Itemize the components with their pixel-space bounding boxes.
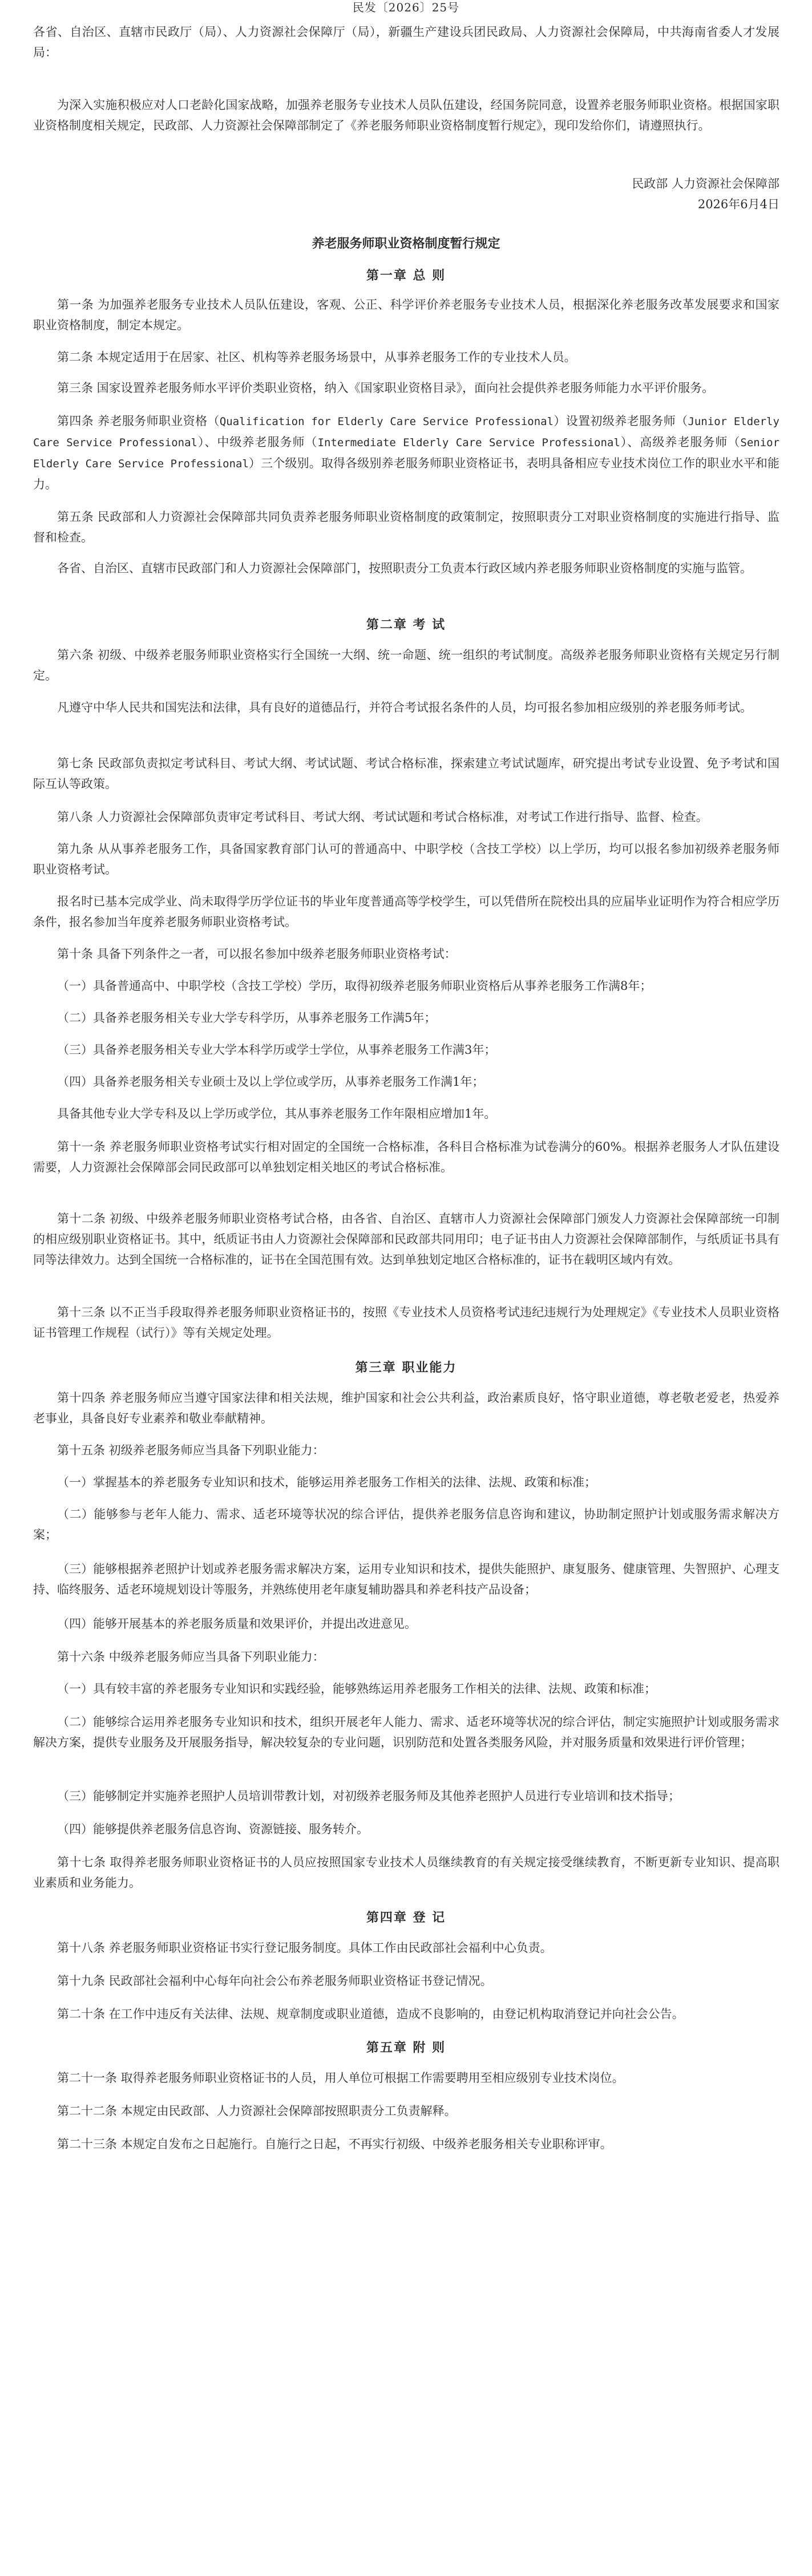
article-4-text-a: 第四条 养老服务师职业资格（ (57, 414, 220, 428)
article-15: 第十五条 初级养老服务师应当具备下列职业能力： (57, 1443, 325, 1457)
article-4-text-e: ）三个级别。取得各级别养老服务师职业资格证书，表明具备相应专业技术岗位工作的职业水平和能力。 (33, 456, 779, 491)
article-13: 第十三条 以不正当手段取得养老服务师职业资格证书的，按照《专业技术人员资格考试违纪违规行为处理规定》《专业技术人员职业资格证书管理工作规程（试行）》等有关规定处理。 (33, 1305, 779, 1340)
article-16-item-2: （二）能够综合运用养老服务专业知识和技术，组织开展老年人能力、需求、适老环境等状况的综合评估，制定实施照护计划或服务需求解决方案，提供专业服务及开展服务指导，解决较复杂的专业问题，识别防范和处置各类服务风险，并对服务质量和效果进行评价管理； (33, 1715, 779, 1749)
signature-org: 民政部 人力资源社会保障部 (632, 177, 779, 191)
article-15-item-4: （四）能够开展基本的养老服务质量和效果评价，并提出改进意见。 (57, 1617, 417, 1631)
article-2: 第二条 本规定适用于在居家、社区、机构等养老服务场景中，从事养老服务工作的专业技术人员。 (57, 350, 576, 364)
article-4 (33, 411, 779, 495)
article-9-paragraph-2: 报名时已基本完成学业、尚未取得学历学位证书的毕业年度普通高等学校学生，可以凭借所在院校出具的应届毕业证明作为符合相应学历条件，报名参加当年度养老服务师职业资格考试。 (33, 895, 779, 929)
article-7: 第七条 民政部负责拟定考试科目、考试大纲、考试试题、考试合格标准，探索建立考试试题库，研究提出考试专业设置、免予考试和国际互认等政策。 (33, 757, 779, 791)
article-4-text-d: ）、高级养老服务师（ (620, 435, 741, 449)
article-4-english-junior: Junior Elderly Care Service Professional (33, 415, 779, 449)
article-16-item-3: （三）能够制定并实施养老照护人员培训带教计划，对初级养老服务师及其他养老照护人员进行专业培训和技术指导； (57, 1789, 680, 1803)
article-16-item-4: （四）能够提供养老服务信息咨询、资源链接、服务转介。 (57, 1822, 369, 1836)
article-5-paragraph-2: 各省、自治区、直辖市民政部门和人力资源社会保障部门，按照职责分工负责本行政区域内养老服务师职业资格制度的实施与监管。 (57, 561, 752, 575)
article-5: 第五条 民政部和人力资源社会保障部共同负责养老服务师职业资格制度的政策制定，按照职责分工对职业资格制度的实施进行指导、监督和检查。 (33, 510, 779, 544)
article-18: 第十八条 养老服务师职业资格证书实行登记服务制度。具体工作由民政部社会福利中心负责。 (57, 1941, 552, 1955)
intro-paragraph: 为深入实施积极应对人口老龄化国家战略，加强养老服务专业技术人员队伍建设，经国务院同意，设置养老服务师职业资格。根据国家职业资格制度相关规定，民政部、人力资源社会保障部制定了《养老服务师职业资格制度暂行规定》，现印发给你们，请遵照执行。 (33, 98, 779, 132)
article-21: 第二十一条 取得养老服务师职业资格证书的人员，用人单位可根据工作需要聘用至相应级别专业技术岗位。 (57, 2071, 624, 2085)
article-8: 第八条 人力资源社会保障部负责审定考试科目、考试大纲、考试试题和考试合格标准，对考试工作进行指导、监督、检查。 (57, 810, 708, 824)
article-22: 第二十二条 本规定由民政部、人力资源社会保障部按照职责分工负责解释。 (57, 2104, 457, 2118)
chapter-heading-5: 第五章 附 则 (366, 2040, 446, 2055)
article-10-item-3: （三）具备养老服务相关专业大学本科学历或学士学位，从事养老服务工作满3年； (57, 1043, 496, 1057)
chapter-heading-3: 第三章 职业能力 (355, 1360, 457, 1375)
article-10: 第十条 具备下列条件之一者，可以报名参加中级养老服务师职业资格考试： (57, 947, 457, 961)
article-4-english-intermediate: Intermediate Elderly Care Service Professional (317, 436, 620, 449)
article-10-item-1: （一）具备普通高中、中职学校（含技工学校）学历，取得初级养老服务师职业资格后从事养老服务工作满8年； (57, 979, 652, 993)
article-3: 第三条 国家设置养老服务师水平评价类职业资格，纳入《国家职业资格目录》，面向社会提供养老服务师能力水平评价服务。 (57, 381, 714, 395)
article-1: 第一条 为加强养老服务专业技术人员队伍建设，客观、公正、科学评价养老服务专业技术人员，根据深化养老服务改革发展要求和国家职业资格制度，制定本规定。 (33, 298, 779, 332)
article-4-text-b: ）设置初级养老服务师（ (554, 414, 688, 428)
article-12: 第十二条 初级、中级养老服务师职业资格考试合格，由各省、自治区、直辖市人力资源社会保障部门颁发人力资源社会保障部统一印制的相应级别职业资格证书。其中，纸质证书由人力资源社会保障部和民政部共同用印；电子证书由人力资源社会保障部制作，与纸质证书具有同等法律效力。达到全国统一合格标准的，证书在全国范围有效。达到单独划定地区合格标准的，证书在载明区域内有效。 (33, 1212, 779, 1267)
article-4-text-c: ）、中级养老服务师（ (197, 435, 318, 449)
article-10-item-2: （二）具备养老服务相关专业大学专科学历，从事养老服务工作满5年； (57, 1011, 437, 1025)
addressees: 各省、自治区、直辖市民政厅（局）、人力资源社会保障厅（局），新疆生产建设兵团民政局、人力资源社会保障局，中共海南省委人才发展局： (33, 25, 779, 59)
article-15-item-2: （二）能够参与老年人能力、需求、适老环境等状况的综合评估，提供养老服务信息咨询和建议，协助制定照护计划或服务需求解决方案； (33, 1507, 779, 1542)
article-23: 第二十三条 本规定自发布之日起施行。自施行之日起，不再实行初级、中级养老服务相关专业职称评审。 (57, 2137, 612, 2151)
article-9: 第九条 从从事养老服务工作，具备国家教育部门认可的普通高中、中职学校（含技工学校）以上学历，均可以报名参加初级养老服务师职业资格考试。 (33, 842, 779, 876)
chapter-heading-2: 第二章 考 试 (366, 617, 446, 632)
article-4-english-senior: Senior Elderly Care Service Professional (33, 436, 780, 470)
article-19: 第十九条 民政部社会福利中心每年向社会公布养老服务师职业资格证书登记情况。 (57, 1974, 492, 1988)
article-16-item-1: （一）具有较丰富的养老服务专业知识和实践经验，能够熟练运用养老服务工作相关的法律、法规、政策和标准； (57, 1682, 656, 1696)
article-15-item-1: （一）掌握基本的养老服务专业知识和技术，能够运用养老服务工作相关的法律、法规、政策和标准； (57, 1475, 596, 1489)
document-number: 民发〔2026〕25号 (352, 1, 460, 14)
article-17: 第十七条 取得养老服务师职业资格证书的人员应按照国家专业技术人员继续教育的有关规定接受继续教育，不断更新专业知识、提高职业素质和业务能力。 (33, 1855, 779, 1890)
article-4-english-term: Qualification for Elderly Care Service Professional (219, 415, 554, 428)
article-16: 第十六条 中级养老服务师应当具备下列职业能力： (57, 1650, 325, 1664)
article-14: 第十四条 养老服务师应当遵守国家法律和相关法规，维护国家和社会公共利益，政治素质良好，恪守职业道德，尊老敬老爱老，热爱养老事业，具备良好专业素养和敬业奉献精神。 (33, 1391, 779, 1425)
signature-date: 2026年6月4日 (697, 197, 779, 211)
regulation-title: 养老服务师职业资格制度暂行规定 (312, 236, 500, 251)
article-6: 第六条 初级、中级养老服务师职业资格实行全国统一大纲、统一命题、统一组织的考试制度。高级养老服务师职业资格有关规定另行制定。 (33, 648, 779, 682)
article-11: 第十一条 养老服务师职业资格考试实行相对固定的全国统一合格标准，各科目合格标准为试卷满分的60%。根据养老服务人才队伍建设需要，人力资源社会保障部会同民政部可以单独划定相关地区的考试合格标准。 (33, 1140, 779, 1174)
chapter-heading-4: 第四章 登 记 (366, 1910, 446, 1925)
article-6-paragraph-2: 凡遵守中华人民共和国宪法和法律，具有良好的道德品行，并符合考试报名条件的人员，均可报名参加相应级别的养老服务师考试。 (57, 701, 752, 714)
article-10-item-4: （四）具备养老服务相关专业硕士及以上学位或学历，从事养老服务工作满1年； (57, 1075, 484, 1089)
article-15-item-3: （三）能够根据养老照护计划或养老服务需求解决方案，运用专业知识和技术，提供失能照护、康复服务、健康管理、失智照护、心理支持、临终服务、适老环境规划设计等服务，并熟练使用老年康复辅助器具和养老科技产品设备； (33, 1562, 779, 1596)
chapter-heading-1: 第一章 总 则 (366, 268, 446, 283)
article-20: 第二十条 在工作中违反有关法律、法规、规章制度或职业道德，造成不良影响的，由登记机构取消登记并向社会公告。 (57, 2007, 684, 2021)
article-10-note: 具备其他专业大学专科及以上学历或学位，其从事养老服务工作年限相应增加1年。 (57, 1107, 496, 1121)
